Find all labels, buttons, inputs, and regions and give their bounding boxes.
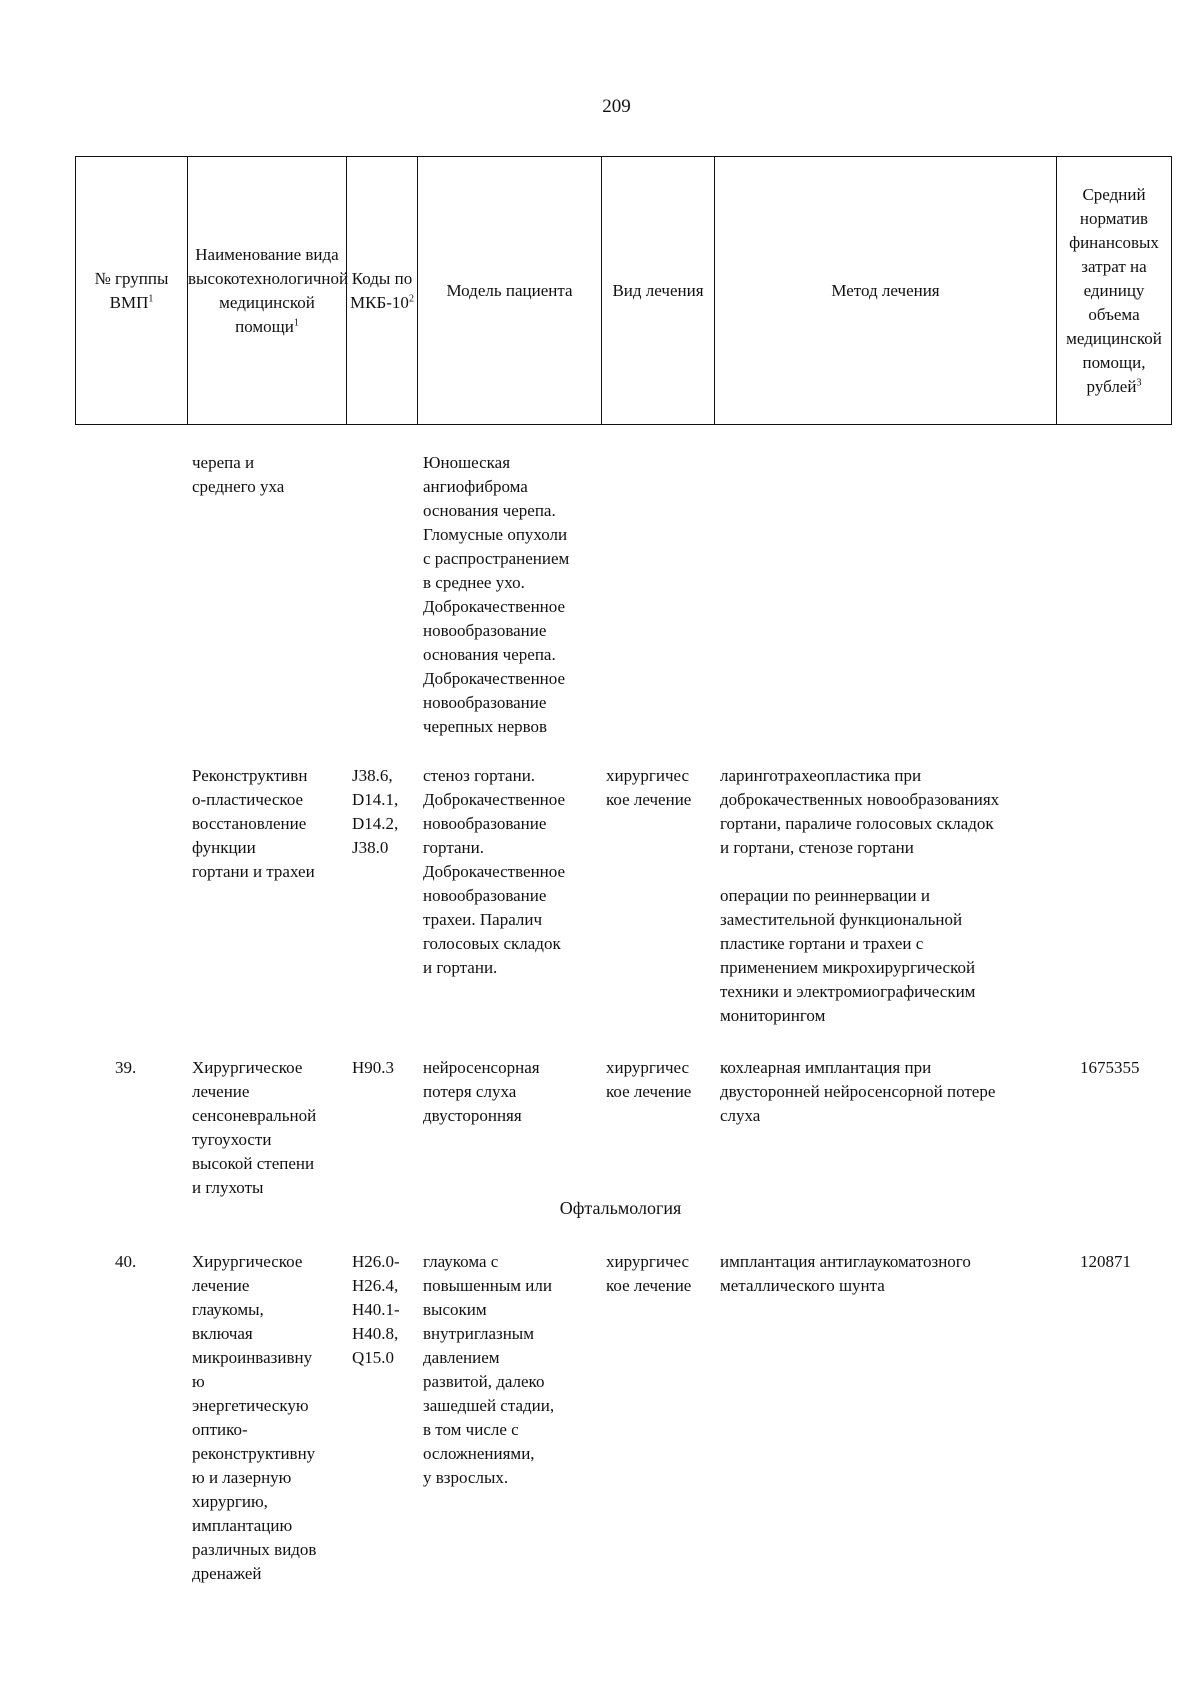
r39-patient-model: нейросенсорная потеря слуха двусторонняя — [423, 1058, 540, 1125]
header-icd-codes: Коды по МКБ-$10^2$ — [347, 157, 418, 425]
reconstr-patient-model: стеноз гортани. Доброкачественное новообразование гортани. Доброкачественное новообразование трахеи. Паралич голосовых складок и гортани. — [423, 766, 566, 977]
reconstr-method-2: операции по реиннервации и заместительной функциональной пластике гортани и трахеи с применением микрохирургической техники и электромиографическим мониторингом — [720, 886, 976, 1025]
cont-care-name: черепа и среднего уха — [192, 453, 285, 496]
header-group-number: № группы ВМП$^1$ — [76, 157, 188, 425]
r40-group-number: 40. — [115, 1252, 137, 1271]
r39-avg-cost: 1675355 — [1080, 1058, 1140, 1077]
header-treatment-method: Метод лечения — [715, 157, 1057, 425]
header-care-type: Наименование вида высокотехнологичной медицинской помощи$^1$ — [188, 157, 347, 425]
r40-treatment-method: имплантация антиглаукоматозного металлического шунта — [720, 1252, 971, 1295]
header-avg-cost: Средний норматив финансовых затрат на единицу объема медицинской помощи, рублей$^3$ — [1057, 157, 1172, 425]
reconstr-icd-codes: J38.6, D14.1, D14.2, J38.0 — [352, 766, 399, 857]
r39-icd-codes: H90.3 — [352, 1058, 395, 1077]
cont-patient-model: Юношеская ангиофиброма основания черепа. Гломусные опухоли с распространением в среднее ухо. Доброкачественное новообразование основания черепа. Доброкачественное новообразование черепных нервов — [423, 453, 570, 736]
r39-group-number: 39. — [115, 1058, 137, 1077]
reconstr-method-1: ларинготрахеопластика при доброкачественных новообразованиях гортани, параличе голосовых складок и гортани, стенозе гортани — [720, 766, 1000, 857]
r40-patient-model: глаукома с повышенным или высоким внутриглазным давлением развитой, далеко зашедшей стадии, в том числе с осложнениями, у взрослых. — [423, 1252, 555, 1487]
r40-treatment-kind: хирургичес кое лечение — [606, 1252, 692, 1295]
header-patient-model: Модель пациента — [418, 157, 602, 425]
r40-avg-cost: 120871 — [1080, 1252, 1131, 1271]
r39-treatment-method: кохлеарная имплантация при двусторонней нейросенсорной потере слуха — [720, 1058, 996, 1125]
table-header — [75, 156, 1172, 425]
r39-treatment-kind: хирургичес кое лечение — [606, 1058, 692, 1101]
reconstr-care-name: Реконструктивн о-пластическое восстановление функции гортани и трахеи — [192, 766, 315, 881]
r40-icd-codes: H26.0- H26.4, H40.1- H40.8, Q15.0 — [352, 1252, 400, 1367]
r39-care-name: Хирургическое лечение сенсоневральной тугоухости высокой степени и глухоты — [192, 1058, 317, 1197]
page-number: 209 — [602, 96, 631, 117]
section-title: Офтальмология — [559, 1198, 682, 1218]
header-treatment-kind: Вид лечения — [602, 157, 715, 425]
r40-care-name: Хирургическое лечение глаукомы, включая микроинвазивну ю энергетическую оптико- реконструктивну ю и лазерную хирургию, имплантацию различных видов дренажей — [192, 1252, 317, 1583]
reconstr-treatment-kind: хирургичес кое лечение — [606, 766, 692, 809]
